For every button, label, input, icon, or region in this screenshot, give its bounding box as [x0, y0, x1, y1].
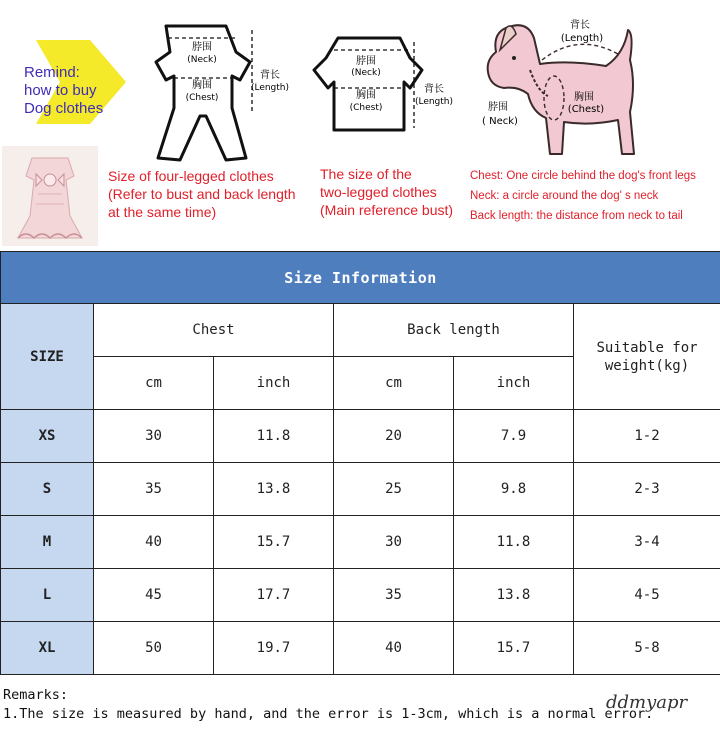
back-cm-cell: 35	[334, 569, 454, 622]
dog-neck-cn: 脖围	[488, 102, 508, 113]
size-cell: XS	[1, 410, 94, 463]
watermark: ddmyapr	[606, 692, 688, 713]
back-cm-cell: 40	[334, 622, 454, 675]
two-caption-line-2: two-legged clothes	[320, 184, 437, 200]
back-cm-cell: 20	[334, 410, 454, 463]
table-title: Size Information	[1, 252, 720, 304]
two-legged-garment-diagram	[308, 30, 456, 140]
chest-cm-header: cm	[94, 357, 214, 410]
dog-neck-en: ( Neck)	[482, 116, 518, 127]
pink-dress-photo	[2, 146, 98, 246]
dog-chest-en: (Chest)	[567, 104, 605, 115]
weight-cell: 4-5	[574, 569, 720, 622]
two-caption-line-1: The size of the	[320, 166, 412, 182]
two-length-cn: 背长	[424, 84, 444, 95]
weight-header-line-2: weight(kg)	[604, 357, 690, 374]
size-cell: L	[1, 569, 94, 622]
size-cell: XL	[1, 622, 94, 675]
back-inch-cell: 15.7	[454, 622, 574, 675]
four-legged-garment-diagram	[128, 18, 290, 168]
def-back-length: Back length: the distance from neck to tail	[470, 210, 683, 222]
four-neck-en: (Neck)	[187, 55, 217, 65]
four-length-en: (Length)	[250, 83, 290, 93]
weight-cell: 1-2	[574, 410, 720, 463]
two-neck-cn: 脖围	[356, 56, 376, 67]
dog-measurement-diagram	[478, 14, 650, 160]
remind-line-3: Dog clothes	[24, 100, 104, 117]
chest-inch-header: inch	[214, 357, 334, 410]
table-row	[1, 622, 720, 675]
four-legged-caption	[108, 167, 318, 221]
remarks-line-1: 1.The size is measured by hand, and the error is 1-3cm, which is a normal error.	[3, 706, 654, 722]
chest-inch-cell: 11.8	[214, 410, 334, 463]
size-cell: S	[1, 463, 94, 516]
four-length-cn: 背长	[260, 70, 280, 81]
chest-cm-cell: 50	[94, 622, 214, 675]
four-chest-cn: 胸围	[192, 80, 212, 91]
weight-cell: 2-3	[574, 463, 720, 516]
weight-header-line-1: Suitable for	[596, 339, 698, 356]
back-inch-cell: 7.9	[454, 410, 574, 463]
remind-line-2: how to buy	[24, 82, 97, 99]
chest-cm-cell: 40	[94, 516, 214, 569]
weight-cell: 5-8	[574, 622, 720, 675]
back-cm-cell: 25	[334, 463, 454, 516]
chest-cm-cell: 45	[94, 569, 214, 622]
weight-cell: 3-4	[574, 516, 720, 569]
weight-header	[574, 304, 720, 410]
table-row	[1, 516, 720, 569]
chest-cm-cell: 30	[94, 410, 214, 463]
back-inch-cell: 11.8	[454, 516, 574, 569]
remind-note	[24, 64, 124, 118]
size-header: SIZE	[1, 304, 94, 410]
four-caption-line-2: (Refer to bust and back length	[108, 186, 296, 202]
dog-length-cn: 背长	[570, 20, 590, 31]
size-cell: M	[1, 516, 94, 569]
chest-inch-cell: 15.7	[214, 516, 334, 569]
four-caption-line-1: Size of four-legged clothes	[108, 168, 274, 184]
measurement-definitions	[470, 166, 720, 226]
back-inch-header: inch	[454, 357, 574, 410]
table-row	[1, 569, 720, 622]
two-chest-en: (Chest)	[349, 103, 383, 113]
table-row	[1, 463, 720, 516]
two-legged-caption	[320, 165, 470, 219]
back-cm-cell: 30	[334, 516, 454, 569]
size-guide-banner	[0, 0, 720, 250]
def-neck: Neck: a circle around the dog' s neck	[470, 190, 659, 202]
two-length-en: (Length)	[414, 97, 454, 107]
chest-cm-cell: 35	[94, 463, 214, 516]
remarks-title: Remarks:	[3, 687, 69, 703]
back-inch-cell: 9.8	[454, 463, 574, 516]
chest-inch-cell: 13.8	[214, 463, 334, 516]
two-caption-line-3: (Main reference bust)	[320, 202, 454, 218]
two-neck-en: (Neck)	[351, 68, 381, 78]
remind-line-1: Remind:	[24, 64, 80, 81]
dog-length-en: (Length)	[560, 33, 604, 44]
four-caption-line-3: at the same time)	[108, 204, 217, 220]
dog-chest-cn: 胸围	[574, 92, 594, 103]
table-row	[1, 410, 720, 463]
back-length-header: Back length	[334, 304, 574, 357]
two-chest-cn: 胸围	[356, 90, 376, 101]
chest-inch-cell: 17.7	[214, 569, 334, 622]
four-chest-en: (Chest)	[185, 93, 219, 103]
four-neck-cn: 脖围	[192, 42, 212, 53]
back-cm-header: cm	[334, 357, 454, 410]
chest-inch-cell: 19.7	[214, 622, 334, 675]
size-table	[0, 251, 720, 675]
back-inch-cell: 13.8	[454, 569, 574, 622]
def-chest: Chest: One circle behind the dog's front legs	[470, 170, 696, 182]
chest-header: Chest	[94, 304, 334, 357]
